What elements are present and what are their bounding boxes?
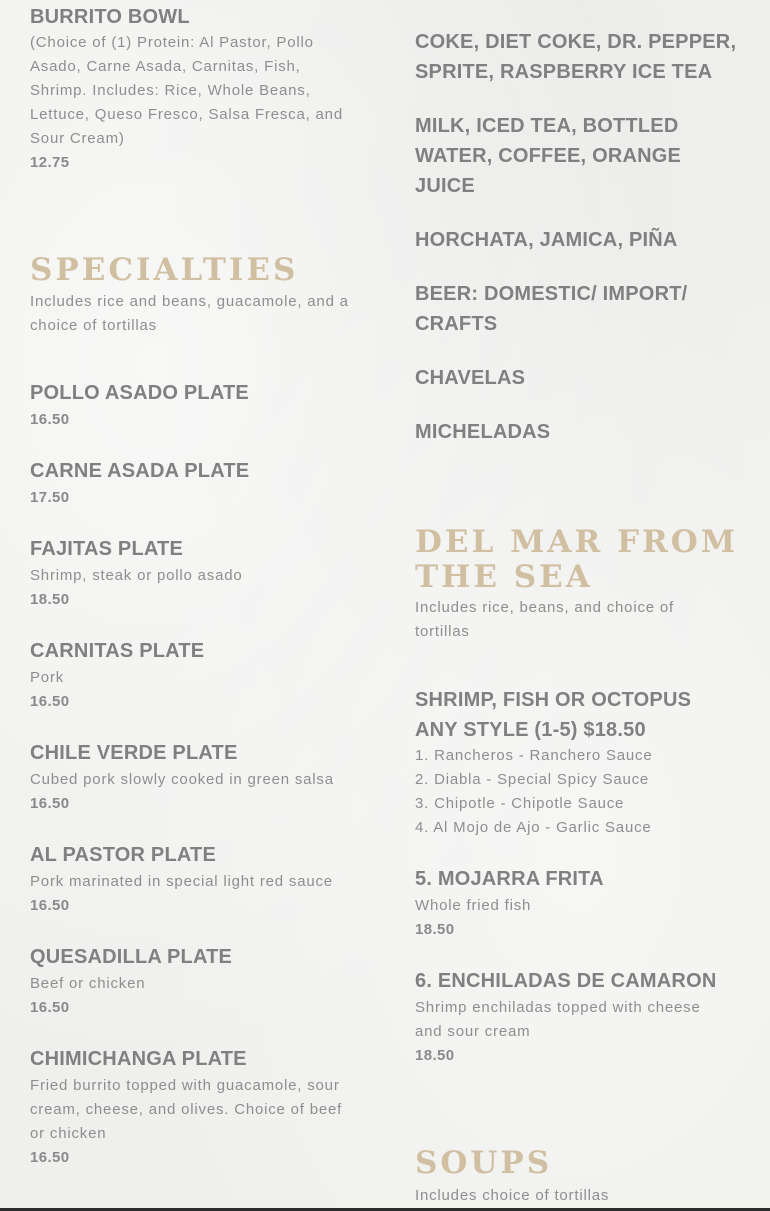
item-desc: Shrimp enchiladas topped with cheese and sour cream — [415, 999, 701, 1040]
style-option: 1. Rancheros - Ranchero Sauce — [415, 747, 653, 764]
item-price: 18.50 — [415, 1047, 455, 1064]
soups-desc: Includes choice of tortillas — [415, 1187, 610, 1204]
item-title: 6. ENCHILADAS DE CAMARON — [415, 970, 717, 992]
drink-micheladas: MICHELADAS — [415, 421, 551, 443]
item-title: QUESADILLA PLATE — [30, 946, 233, 968]
soups-heading: SOUPS — [415, 1145, 553, 1181]
item-title: CHILE VERDE PLATE — [30, 742, 238, 764]
item-price: 18.50 — [30, 591, 70, 608]
drink-milk-tea-coffee: MILK, ICED TEA, BOTTLED WATER, COFFEE, ORANGE JUICE — [415, 115, 682, 197]
specialties-heading: SPECIALTIES — [30, 252, 299, 288]
item-title: CARNITAS PLATE — [30, 640, 205, 662]
item-desc: Beef or chicken — [30, 975, 146, 992]
style-options-list — [415, 744, 652, 840]
item-price: 16.50 — [30, 999, 70, 1016]
item-title: CARNE ASADA PLATE — [30, 460, 250, 482]
item-price: 16.50 — [30, 1149, 70, 1166]
item-price: 16.50 — [30, 693, 70, 710]
item-price: 16.50 — [30, 795, 70, 812]
del-mar-desc: Includes rice, beans, and choice of tortillas — [415, 599, 674, 640]
specialties-desc: Includes rice and beans, guacamole, and a choice of tortillas — [30, 293, 349, 334]
item-price: 16.50 — [30, 897, 70, 914]
item-title: CHIMICHANGA PLATE — [30, 1048, 247, 1070]
item-desc: Pork — [30, 669, 65, 686]
item-desc: Shrimp, steak or pollo asado — [30, 567, 243, 584]
item-title: 5. MOJARRA FRITA — [415, 868, 604, 890]
del-mar-heading: DEL MAR FROM THE SEA — [415, 524, 739, 595]
item-title: AL PASTOR PLATE — [30, 844, 216, 866]
style-option: 4. Al Mojo de Ajo - Garlic Sauce — [415, 819, 652, 836]
item-title: FAJITAS PLATE — [30, 538, 183, 560]
item-desc: Cubed pork slowly cooked in green salsa — [30, 771, 334, 788]
style-option: 2. Diabla - Special Spicy Sauce — [415, 771, 650, 788]
drink-beer: BEER: DOMESTIC/ IMPORT/ CRAFTS — [415, 283, 688, 335]
burrito-bowl-price: 12.75 — [30, 154, 70, 171]
drink-sodas: COKE, DIET COKE, DR. PEPPER, SPRITE, RASPBERRY ICE TEA — [415, 31, 737, 83]
item-title: SHRIMP, FISH OR OCTOPUS ANY STYLE (1-5) $18.50 — [415, 689, 692, 741]
item-desc: Pork marinated in special light red sauce — [30, 873, 333, 890]
burrito-bowl-desc: (Choice of (1) Protein: Al Pastor, Pollo Asado, Carne Asada, Carnitas, Fish, Shrimp. Includes: Rice, Whole Beans, Lettuce, Queso Fresco, Salsa Fresca, and Sour Cream) — [30, 34, 343, 147]
item-price: 17.50 — [30, 489, 70, 506]
drink-aguas-frescas: HORCHATA, JAMICA, PIÑA — [415, 229, 678, 251]
drink-chavelas: CHAVELAS — [415, 367, 526, 389]
item-desc: Fried burrito topped with guacamole, sour cream, cheese, and olives. Choice of beef or chicken — [30, 1077, 343, 1142]
item-title: POLLO ASADO PLATE — [30, 382, 249, 404]
item-price: 16.50 — [30, 411, 70, 428]
style-option: 3. Chipotle - Chipotle Sauce — [415, 795, 625, 812]
burrito-bowl-title: BURRITO BOWL — [30, 6, 190, 28]
item-price: 18.50 — [415, 921, 455, 938]
item-desc: Whole fried fish — [415, 897, 532, 914]
